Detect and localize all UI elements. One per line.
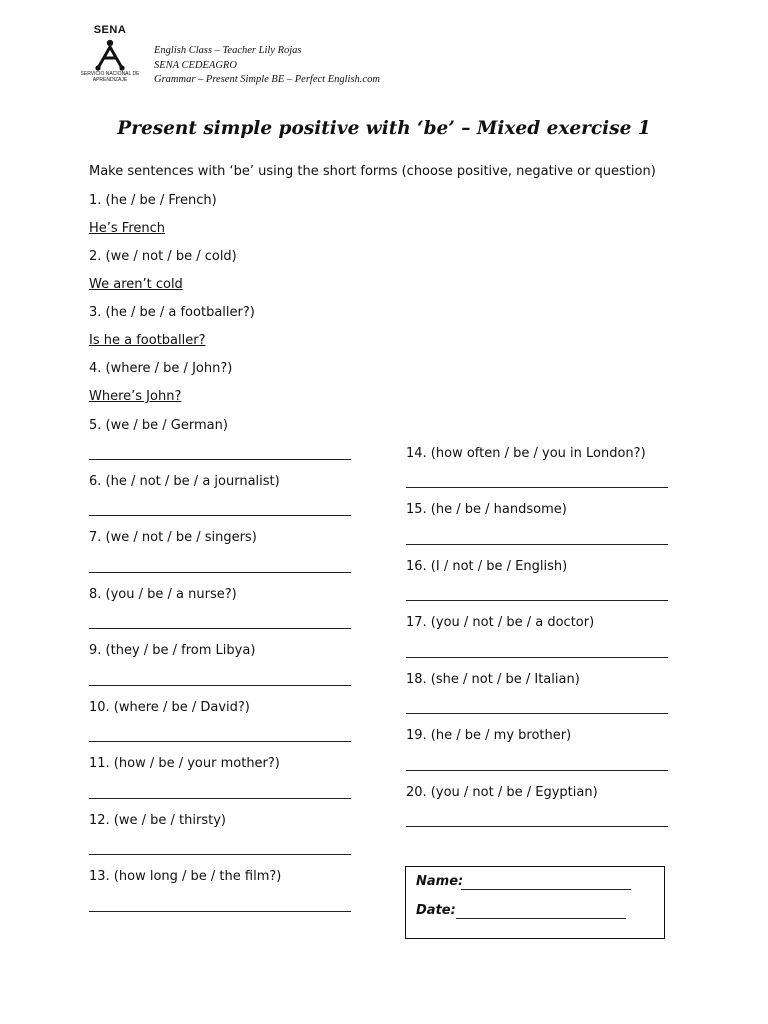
example-answer: We aren’t cold — [89, 277, 183, 292]
exercise-prompt: 9. (they / be / from Libya) — [89, 643, 256, 658]
exercise-prompt: 20. (you / not / be / Egyptian) — [406, 785, 598, 800]
worksheet-title: Present simple positive with ‘be’ – Mixed exercise 1 — [117, 118, 651, 139]
document-header — [154, 44, 380, 88]
example-prompt: 3. (he / be / a footballer?) — [89, 305, 255, 320]
answer-blank[interactable] — [406, 544, 668, 545]
exercise-prompt: 12. (we / be / thirsty) — [89, 813, 226, 828]
answer-blank[interactable] — [406, 600, 668, 601]
answer-blank[interactable] — [89, 854, 351, 855]
answer-blank[interactable] — [89, 798, 351, 799]
exercise-prompt: 16. (I / not / be / English) — [406, 559, 568, 574]
header-line-topic: Grammar – Present Simple BE – Perfect English.com — [154, 74, 380, 85]
example-answer: Where’s John? — [89, 389, 182, 404]
instructions: Make sentences with ‘be’ using the short forms (choose positive, negative or question) — [89, 164, 656, 179]
exercise-prompt: 19. (he / be / my brother) — [406, 728, 572, 743]
date-field[interactable] — [456, 918, 626, 919]
answer-blank[interactable] — [89, 741, 351, 742]
exercise-prompt: 7. (we / not / be / singers) — [89, 530, 257, 545]
answer-blank[interactable] — [406, 657, 668, 658]
date-label: Date: — [416, 903, 456, 918]
answer-blank[interactable] — [89, 459, 351, 460]
answer-blank[interactable] — [406, 826, 668, 827]
exercise-prompt: 13. (how long / be / the film?) — [89, 869, 282, 884]
answer-blank[interactable] — [89, 515, 351, 516]
logo-wordmark: SENA — [93, 24, 127, 36]
sena-logo — [80, 24, 140, 88]
answer-blank[interactable] — [406, 713, 668, 714]
logo-subtitle: SERVICIO NACIONAL DE APRENDIZAJE — [80, 71, 140, 83]
example-prompt: 1. (he / be / French) — [89, 193, 217, 208]
student-info-box — [405, 866, 665, 939]
exercise-prompt: 5. (we / be / German) — [89, 418, 228, 433]
answer-blank[interactable] — [406, 487, 668, 488]
answer-blank[interactable] — [89, 628, 351, 629]
exercise-prompt: 18. (she / not / be / Italian) — [406, 672, 580, 687]
exercise-prompt: 11. (how / be / your mother?) — [89, 756, 280, 771]
example-answer: He’s French — [89, 221, 166, 236]
example-prompt: 2. (we / not / be / cold) — [89, 249, 237, 264]
header-line-center: SENA CEDEAGRO — [154, 59, 237, 71]
example-prompt: 4. (where / be / John?) — [89, 361, 233, 376]
answer-blank[interactable] — [89, 911, 351, 912]
example-answer: Is he a footballer? — [89, 333, 206, 348]
header-line-class: English Class – Teacher Lily Rojas — [154, 45, 302, 56]
answer-blank[interactable] — [406, 770, 668, 771]
name-label: Name: — [416, 874, 464, 889]
exercise-prompt: 10. (where / be / David?) — [89, 700, 250, 715]
exercise-prompt: 8. (you / be / a nurse?) — [89, 587, 237, 602]
name-field[interactable] — [461, 889, 631, 890]
exercise-prompt: 14. (how often / be / you in London?) — [406, 446, 646, 461]
exercise-prompt: 17. (you / not / be / a doctor) — [406, 615, 595, 630]
answer-blank[interactable] — [89, 572, 351, 573]
exercise-prompt: 15. (he / be / handsome) — [406, 502, 567, 517]
exercise-prompt: 6. (he / not / be / a journalist) — [89, 474, 280, 489]
answer-blank[interactable] — [89, 685, 351, 686]
